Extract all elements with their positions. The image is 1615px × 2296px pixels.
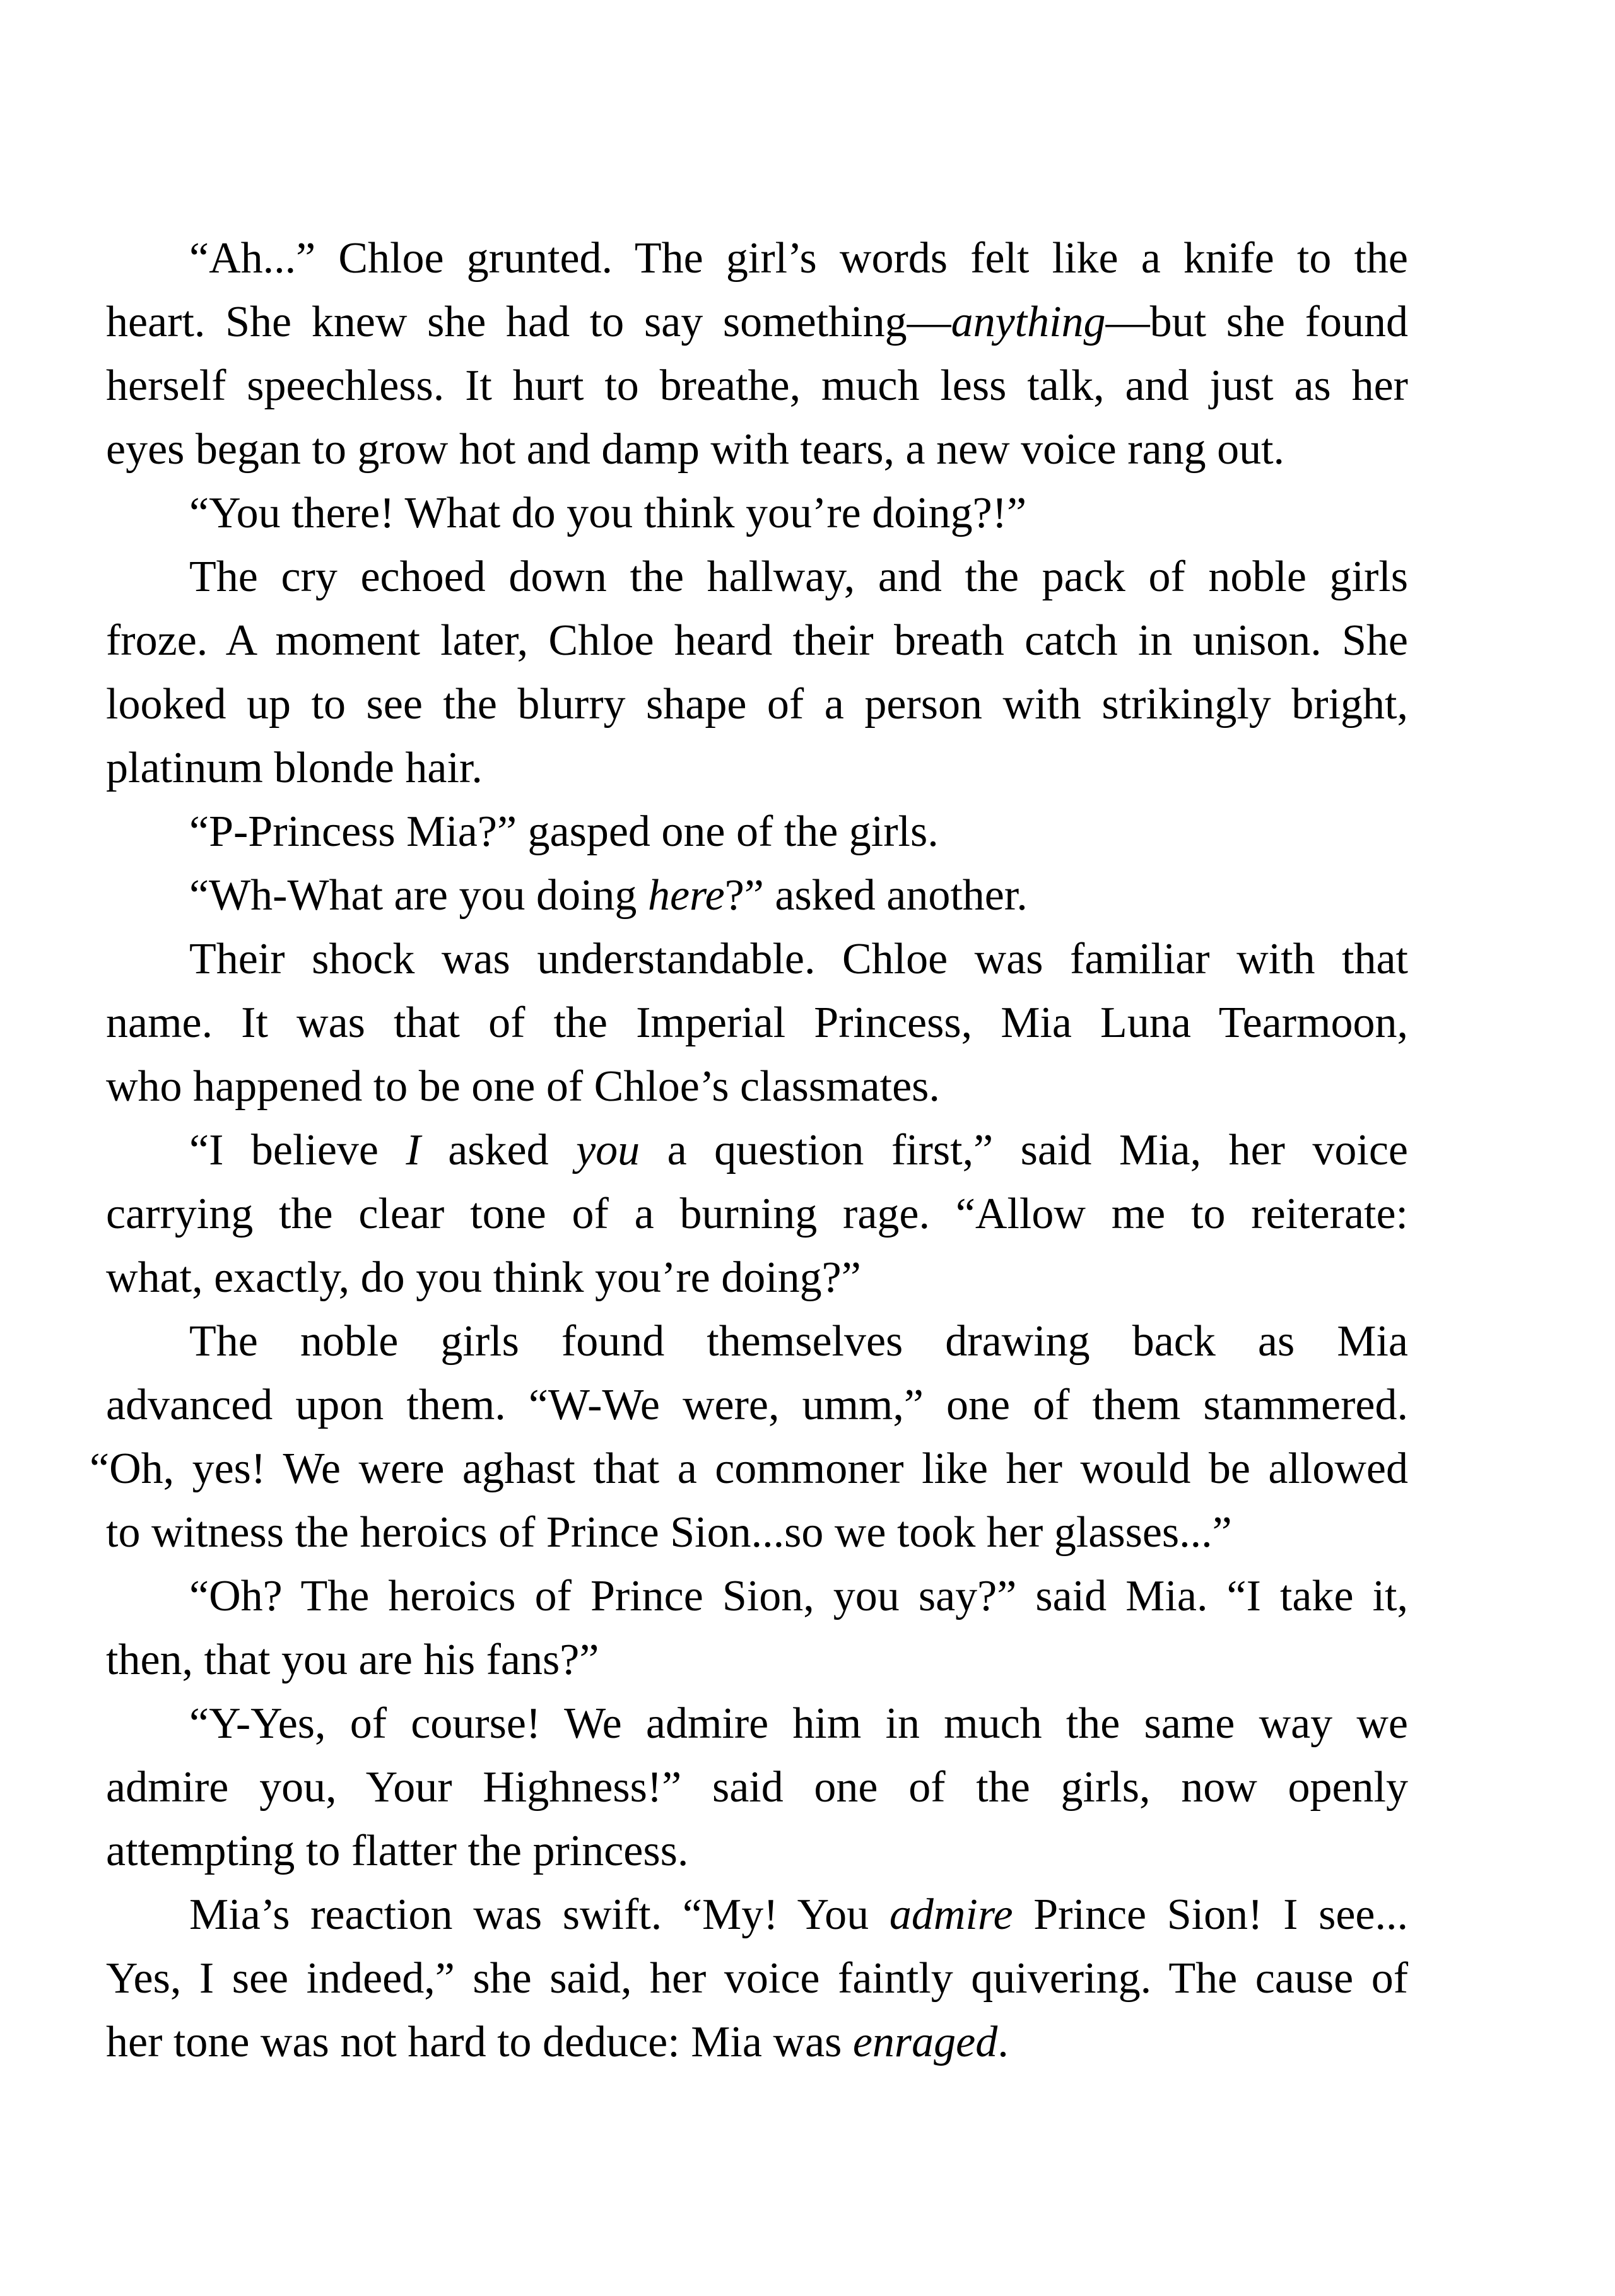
- text-segment: to witness the heroics of Prince Sion...so we took her glasses...”: [106, 1508, 1232, 1557]
- text-line: [106, 1246, 1408, 1309]
- text-segment: herself speechless. It hurt to breathe, much less talk, and just as her: [106, 361, 1408, 410]
- text-segment: “Wh-What are you doing: [189, 871, 648, 920]
- text-segment: asked: [420, 1126, 577, 1174]
- paragraph: [106, 864, 1408, 927]
- text-segment: name. It was that of the Imperial Princess, Mia Luna Tearmoon,: [106, 999, 1408, 1047]
- text-segment: carrying the clear tone of a burning rage. “Allow me to reiterate:: [106, 1190, 1408, 1238]
- text-segment: eyes began to grow hot and damp with tears, a new voice rang out.: [106, 425, 1285, 474]
- text-line: [106, 736, 1408, 800]
- paragraph: [106, 1692, 1408, 1883]
- text-line: [106, 481, 1408, 545]
- text-segment: then, that you are his fans?”: [106, 1636, 599, 1684]
- paragraph: [106, 927, 1408, 1118]
- text-segment: “You there! What do you think you’re doing?!”: [189, 489, 1027, 537]
- text-line: [106, 1819, 1408, 1883]
- text-segment: admire you, Your Highness!” said one of the girls, now openly: [106, 1763, 1408, 1812]
- text-segment: Yes, I see indeed,” she said, her voice faintly quivering. The cause of: [106, 1954, 1408, 2003]
- paragraph: [106, 800, 1408, 864]
- text-line: [106, 1755, 1408, 1819]
- text-segment: The cry echoed down the hallway, and the pack of noble girls: [189, 553, 1408, 601]
- text-segment: ?” asked another.: [724, 871, 1028, 920]
- text-line: [106, 800, 1408, 864]
- italic-text: anything: [951, 298, 1106, 346]
- text-line: [106, 2010, 1408, 2074]
- text-segment: platinum blonde hair.: [106, 744, 483, 792]
- text-line: [106, 1309, 1408, 1373]
- text-block: [90, 226, 1409, 2074]
- text-segment: advanced upon them. “W-We were, umm,” one of them stammered.: [106, 1381, 1408, 1429]
- text-segment: looked up to see the blurry shape of a person with strikingly bright,: [106, 680, 1408, 729]
- paragraph: [106, 545, 1408, 800]
- text-line: [106, 226, 1408, 290]
- text-segment: “Y-Yes, of course! We admire him in much the same way we: [189, 1699, 1408, 1748]
- text-line: [106, 991, 1408, 1055]
- text-segment: Prince Sion! I see...: [1013, 1890, 1408, 1939]
- paragraph: [106, 1118, 1408, 1309]
- text-segment: “I believe: [189, 1126, 406, 1174]
- text-line: [106, 418, 1408, 481]
- text-segment: “P-Princess Mia?” gasped one of the girls.: [189, 807, 939, 856]
- text-segment: “Oh, yes! We were aghast that a commoner like her would be allowed: [90, 1444, 1408, 1493]
- text-segment: “Oh? The heroics of Prince Sion, you say?” said Mia. “I take it,: [189, 1572, 1408, 1620]
- text-segment: what, exactly, do you think you’re doing?”: [106, 1253, 861, 1302]
- italic-text: you: [576, 1126, 640, 1174]
- text-line: [106, 290, 1408, 354]
- text-segment: heart. She knew she had to say something—: [106, 298, 951, 346]
- text-line: [106, 354, 1408, 418]
- text-line: [90, 1437, 1408, 1501]
- italic-text: enraged: [852, 2018, 998, 2066]
- italic-text: admire: [889, 1890, 1013, 1939]
- text-segment: froze. A moment later, Chloe heard their breath catch in unison. She: [106, 616, 1408, 665]
- text-segment: her tone was not hard to deduce: Mia was: [106, 2018, 853, 2066]
- text-line: [106, 1628, 1408, 1692]
- paragraph: [106, 481, 1408, 545]
- text-line: [106, 1118, 1408, 1182]
- text-line: [106, 1182, 1408, 1246]
- text-line: [106, 864, 1408, 927]
- text-line: [106, 1055, 1408, 1118]
- paragraph: [90, 1309, 1408, 1564]
- text-line: [106, 1947, 1408, 2010]
- text-segment: Mia’s reaction was swift. “My! You: [189, 1890, 890, 1939]
- text-segment: The noble girls found themselves drawing back as Mia: [189, 1317, 1408, 1366]
- text-segment: —but she found: [1105, 298, 1408, 346]
- text-line: [106, 1692, 1408, 1755]
- text-line: [106, 927, 1408, 991]
- text-segment: “Ah...” Chloe grunted. The girl’s words felt like a knife to the: [189, 234, 1408, 283]
- paragraph: [106, 1564, 1408, 1692]
- text-line: [106, 1373, 1408, 1437]
- paragraph: [106, 226, 1408, 481]
- text-line: [106, 609, 1408, 672]
- text-line: [106, 1564, 1408, 1628]
- text-line: [106, 1501, 1408, 1564]
- italic-text: here: [647, 871, 725, 920]
- text-segment: a question first,” said Mia, her voice: [640, 1126, 1409, 1174]
- text-line: [106, 545, 1408, 609]
- text-segment: who happened to be one of Chloe’s classmates.: [106, 1062, 940, 1111]
- paragraph: [106, 1883, 1408, 2074]
- text-segment: Their shock was understandable. Chloe was familiar with that: [189, 935, 1408, 983]
- italic-text: I: [406, 1126, 421, 1174]
- text-segment: attempting to flatter the princess.: [106, 1827, 689, 1875]
- text-line: [106, 672, 1408, 736]
- text-segment: .: [997, 2018, 1009, 2066]
- text-line: [106, 1883, 1408, 1947]
